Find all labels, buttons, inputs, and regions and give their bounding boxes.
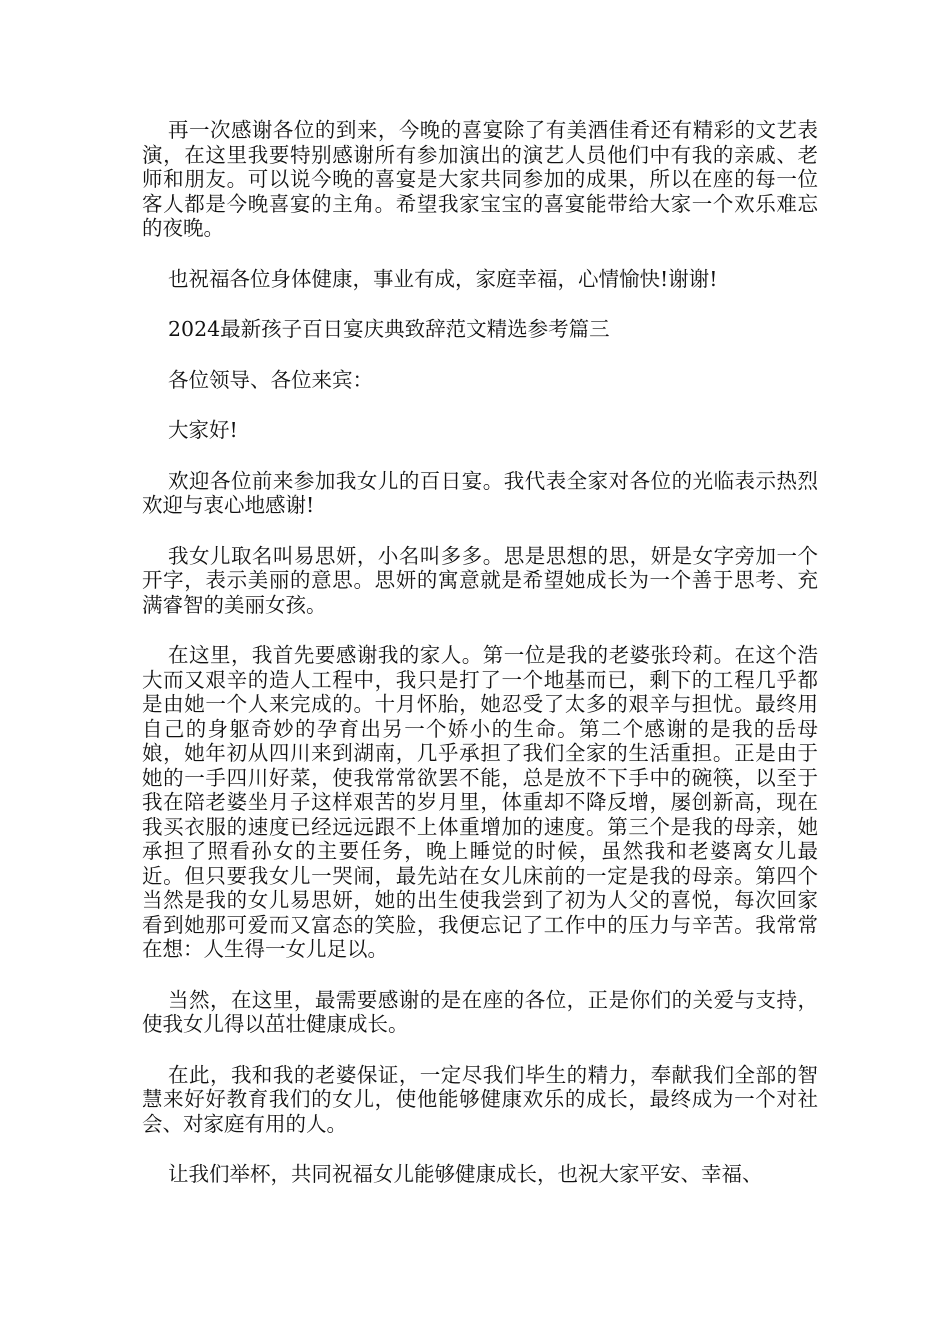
paragraph-daughter-name: 我女儿取名叫易思妍，小名叫多多。思是思想的思，妍是女字旁加一个开字，表示美丽的意思。思妍的寓意就是希望她成长为一个善于思考、充满睿智的美丽女孩。 (142, 543, 818, 617)
salutation: 各位领导、各位来宾： (168, 367, 373, 392)
document-body (142, 118, 818, 1213)
paragraph-promise: 在此，我和我的老婆保证，一定尽我们毕生的精力，奉献我们全部的智慧来好好教育我们的女儿，使他能够健康欢乐的成长，最终成为一个对社会、对家庭有用的人。 (142, 1062, 818, 1136)
section-heading: 2024最新孩子百日宴庆典致辞范文精选参考篇三 (168, 317, 610, 341)
paragraph-thanks-family: 在这里，我首先要感谢我的家人。第一位是我的老婆张玲莉。在这个浩大而又艰辛的造人工程中，我只是打了一个地基而已，剩下的工程几乎都是由她一个人来完成的。十月怀胎，她忍受了太多的艰辛与担忧。最终用自己的身躯奇妙的孕育出另一个娇小的生命。第二个感谢的是我的岳母娘，她年初从四川来到湖南，几乎承担了我们全家的生活重担。正是由于她的一手四川好菜，使我常常欲罢不能，总是放不下手中的碗筷，以至于我在陪老婆坐月子这样艰苦的岁月里，体重却不降反增，屡创新高，现在我买衣服的速度已经远远跟不上体重增加的速度。第三个是我的母亲，她承担了照看孙女的主要任务，晚上睡觉的时候，虽然我和老婆离女儿最近。但只要我女儿一哭闹，最先站在女儿床前的一定是我的母亲。第四个当然是我的女儿易思妍，她的出生使我尝到了初为人父的喜悦，每次回家看到她那可爱而又富态的笑脸，我便忘记了工作中的压力与辛苦。我常常在想：人生得一女儿足以。 (142, 643, 818, 961)
paragraph-blessing: 也祝福各位身体健康，事业有成，家庭幸福，心情愉快!谢谢! (168, 266, 718, 291)
paragraph-welcome: 欢迎各位前来参加我女儿的百日宴。我代表全家对各位的光临表示热烈欢迎与衷心地感谢! (142, 468, 818, 517)
paragraph-thanks-performers: 再一次感谢各位的到来，今晚的喜宴除了有美酒佳肴还有精彩的文艺表演，在这里我要特别感谢所有参加演出的演艺人员他们中有我的亲戚、老师和朋友。可以说今晚的喜宴是大家共同参加的成果，所以在座的每一位客人都是今晚喜宴的主角。希望我家宝宝的喜宴能带给大家一个欢乐难忘的夜晚。 (142, 118, 818, 240)
greeting: 大家好! (168, 418, 238, 442)
paragraph-thanks-guests: 当然，在这里，最需要感谢的是在座的各位，正是你们的关爱与支持，使我女儿得以茁壮健康成长。 (142, 987, 818, 1036)
paragraph-toast: 让我们举杯，共同祝福女儿能够健康成长，也祝大家平安、幸福、 (168, 1162, 763, 1186)
